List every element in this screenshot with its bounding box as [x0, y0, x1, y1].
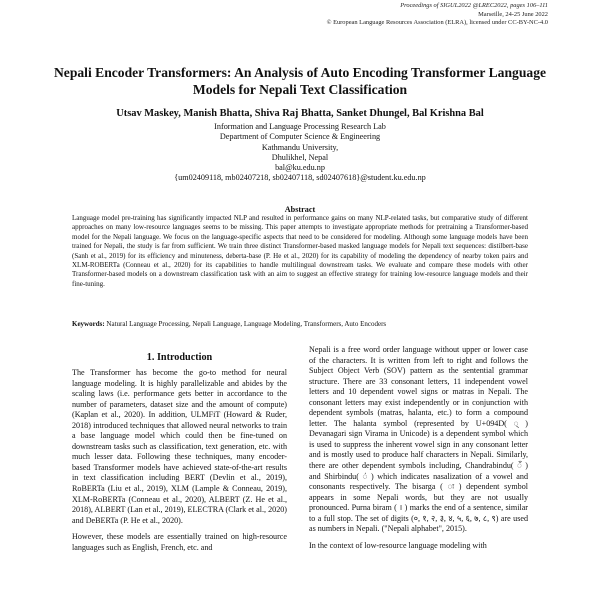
affiliation-lab: Information and Language Processing Research Lab [214, 122, 386, 131]
abstract-heading: Abstract [284, 205, 316, 214]
section-heading-introduction: 1. Introduction [146, 352, 213, 363]
student-emails: {um02409118, mb02407218, sb02407118, sd02407618}@student.ku.edu.np [174, 173, 426, 183]
paper-title: Nepali Encoder Transformers: An Analysis of Auto Encoding Transformer Language Models for Nepali Text Classification [53, 65, 547, 97]
affiliation-dept: Department of Computer Science & Engineering [219, 132, 381, 142]
proceedings-line: Proceedings of SIGUL2022 @LREC2022, pages 106–111 [400, 2, 548, 9]
low-resource-paragraph: In the context of low-resource language modeling with [309, 540, 487, 550]
right-column [309, 345, 528, 557]
left-column [72, 368, 287, 559]
keywords-text: Natural Language Processing, Nepali Language, Language Modeling, Transformers, Auto Encoders [104, 320, 387, 328]
proceedings-header [248, 2, 548, 28]
affiliation-univ: Kathmandu University, [261, 142, 339, 152]
license-line: © European Language Resources Association (ELRA), licensed under CC-BY-NC-4.0 [326, 19, 548, 27]
author-list: Utsav Maskey, Manish Bhatta, Shiva Raj Bhatta, Sanket Dhungel, Bal Krishna Bal [116, 108, 484, 119]
nepali-description-paragraph: Nepali is a free word order language without upper or lower case of the characters. It is written from left to right and follows the Subject Object Verb (SOV) pattern as the sentential grammar structure. There are 33 consonant letters, 11 independent vowel letters and 10 dependent vowel signs or matras in Nepali. The consonant letters may exist independently or in conjunction with dependent symbols (matras, halanta, etc.) to form a compound letter. The halanta symbol (represented by U+094D( ् ) Devanagari sign Virama in Unicode) is a dependent symbol which is used to suppress the inherent vowel sign in any consonant letter and is mostly used to produce half characters in Nepali. Similarly, there are other dependent symbols including, Chandrabindu( ँ ) and Shirbindu( ं ) which indicates nasalization of a vowel and consonants respectively. The bisarga ( ः ) dependent symbol appears in some Nepali words, but they are not usually pronounced. Purna biram ( । ) marks the end of a sentence, similar to a full stop. The set of digits (०, १, २, ३, ४, ५, ६, ७, ८, ९) are used as numbers in Nepali. ("Nepali alphabet", 2015). [309, 345, 528, 534]
affiliation-block [40, 122, 560, 184]
affiliation-city: Dhulikhel, Nepal [271, 152, 329, 162]
location-line: Marseille, 24-25 June 2022 [478, 10, 548, 18]
contact-email: bal@ku.edu.np [275, 163, 325, 173]
intro-paragraph-1: The Transformer has become the go-to method for neural language modeling. It is highly parallelizable and abides by the scaling laws (i.e. performance gets better in accordance to the number of parameters, dataset size and the amount of compute) (Kaplan et al., 2020). In addition, ULMFiT (Howard & Ruder, 2018) introduced techniques that allowed neural networks to train a base language model which could then be fine-tuned on downstream tasks such as classification, text generation, etc. with much lesser data. Following these techniques, many encoder-based Transformer models have achieved state-of-the-art results in text classification including BERT (Devlin et al., 2019), RoBERTa (Liu et al., 2019), XLM (Lample & Conneau, 2019), XLM-RoBERTa (Conneau et al., 2020), ALBERT (Z. He et al., 2018), ALBERT (Lan et al., 2019), ELECTRA (Clark et al., 2020) and DeBERTa (P. He et al., 2020). [72, 368, 287, 525]
keywords-line [72, 320, 528, 329]
abstract-text: Language model pre-training has significantly impacted NLP and resulted in performance gains on many NLP-related tasks, but comparative study of different approaches on many low-resource languages seems to be missing. This paper attempts to investigate appropriate methods for pretraining a Transformer-based model for the Nepali language. We focus on the language-specific aspects that need to be considered for modeling. Although some language models have been trained for Nepali, the study is far from sufficient. We train three distinct Transformer-based masked language models for Nepali text sequences: distilbert-base (Sanh et al., 2019) for its efficiency and minuteness, deberta-base (P. He et al., 2020) for its capability of modeling the dependency of nearby token pairs and XLM-ROBERTa (Conneau et al., 2020) for its capabilities to handle multilingual downstream tasks. We evaluate and compare these models with other Transformer-based models on a downstream classification task with an aim to suggest an effective strategy for training low-resource language models and their fine-tuning. [72, 214, 528, 288]
keywords-label: Keywords: [72, 320, 105, 328]
intro-paragraph-2: However, these models are essentially trained on high-resource languages such as English, French, etc. and [72, 532, 287, 552]
